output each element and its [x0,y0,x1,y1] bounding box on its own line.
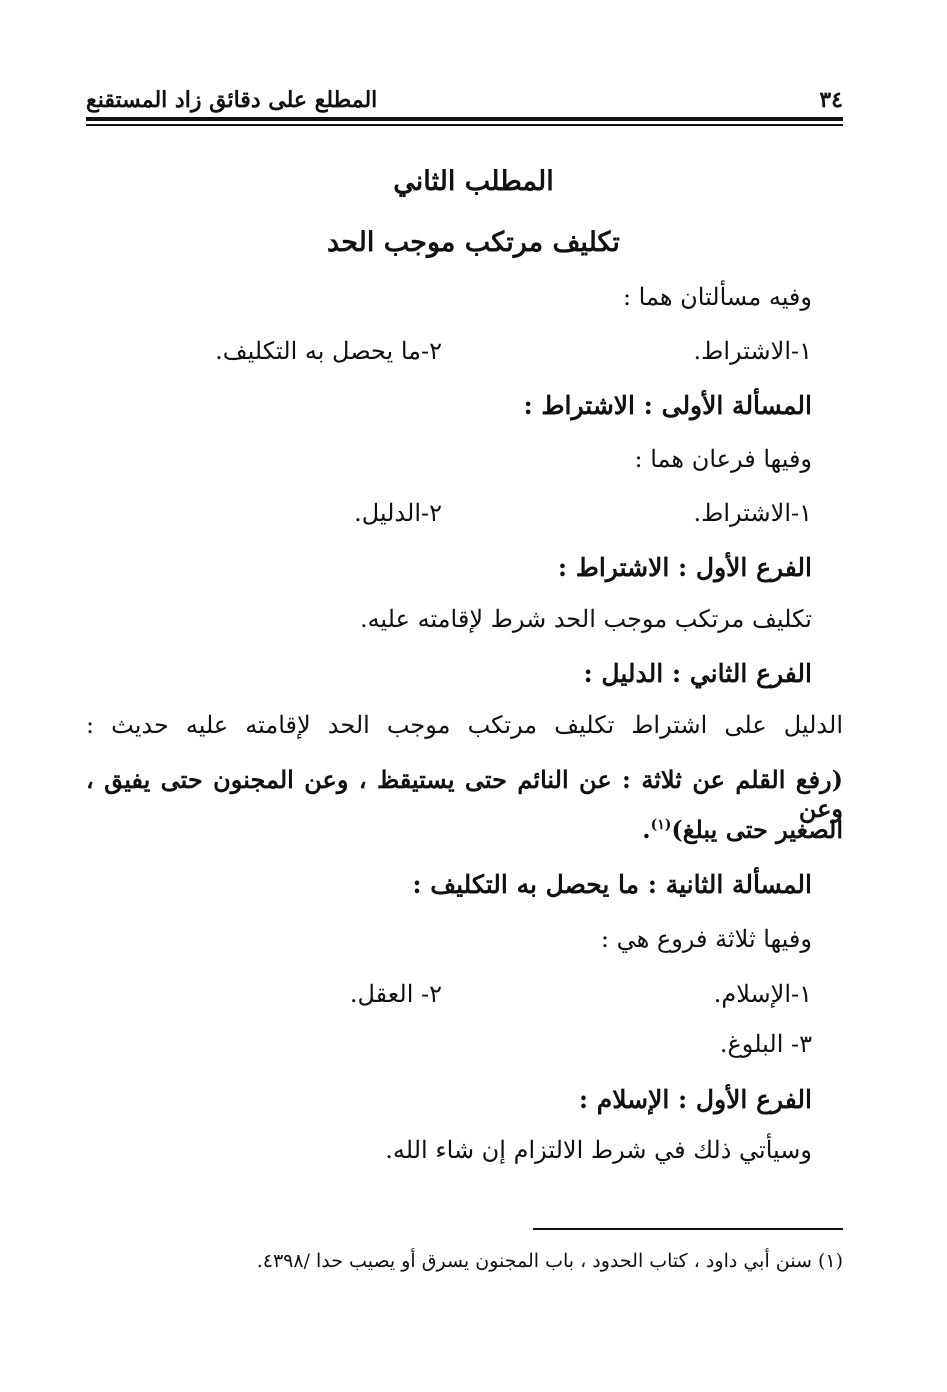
footnote-marker: (١) [650,817,672,833]
book-title: المطلع على دقائق زاد المستقنع [86,87,378,113]
hadith-line-1: (رفع القلم عن ثلاثة : عن النائم حتى يستيقظ ، وعن المجنون حتى يفيق ، وعن [86,765,843,823]
issue1-item-2: ٢-الدليل. [354,499,442,527]
page-number: ٣٤ [819,87,843,113]
page-header [86,80,843,120]
issue1-intro: وفيها فرعان هما : [634,445,812,473]
issue2-heading: المسألة الثانية : ما يحصل به التكليف : [412,870,812,899]
issue1-branch2-text: الدليل على اشتراط تكليف مرتكب موجب الحد لإقامته عليه حديث : [86,711,843,739]
footnote-rule [533,1228,843,1230]
issue1-item-1: ١-الاشتراط. [693,499,812,527]
issue2-item-3: ٣- البلوغ. [719,1030,812,1058]
issue1-branch2-heading: الفرع الثاني : الدليل : [583,659,812,688]
hadith-line-2 [642,815,843,844]
issue1-branch1-heading: الفرع الأول : الاشتراط : [557,553,812,582]
intro-item-1: ١-الاشتراط. [693,337,812,365]
header-rule-thin [86,124,843,126]
hadith-period: . [642,815,651,844]
header-rule-thick [86,117,843,121]
issue2-item-2: ٢- العقل. [349,980,442,1008]
issue2-item-1: ١-الإسلام. [713,980,812,1008]
footnote-text: (١) سنن أبي داود ، كتاب الحدود ، باب المجنون يسرق أو يصيب حدا /٤٣٩٨. [256,1250,843,1272]
intro-item-2: ٢-ما يحصل به التكليف. [215,337,442,365]
issue2-branch1-heading: الفرع الأول : الإسلام : [578,1085,812,1114]
intro-text: وفيه مسألتان هما : [622,283,812,311]
issue2-intro: وفيها ثلاثة فروع هي : [600,925,812,953]
section-title: المطلب الثاني [393,166,554,197]
issue1-heading: المسألة الأولى : الاشتراط : [523,391,812,420]
issue1-branch1-text: تكليف مرتكب موجب الحد شرط لإقامته عليه. [359,605,812,633]
issue2-branch1-text: وسيأتي ذلك في شرط الالتزام إن شاء الله. [385,1136,812,1164]
hadith-text-end: الصغير حتى يبلغ) [671,815,843,844]
section-subtitle: تكليف مرتكب موجب الحد [327,227,620,258]
